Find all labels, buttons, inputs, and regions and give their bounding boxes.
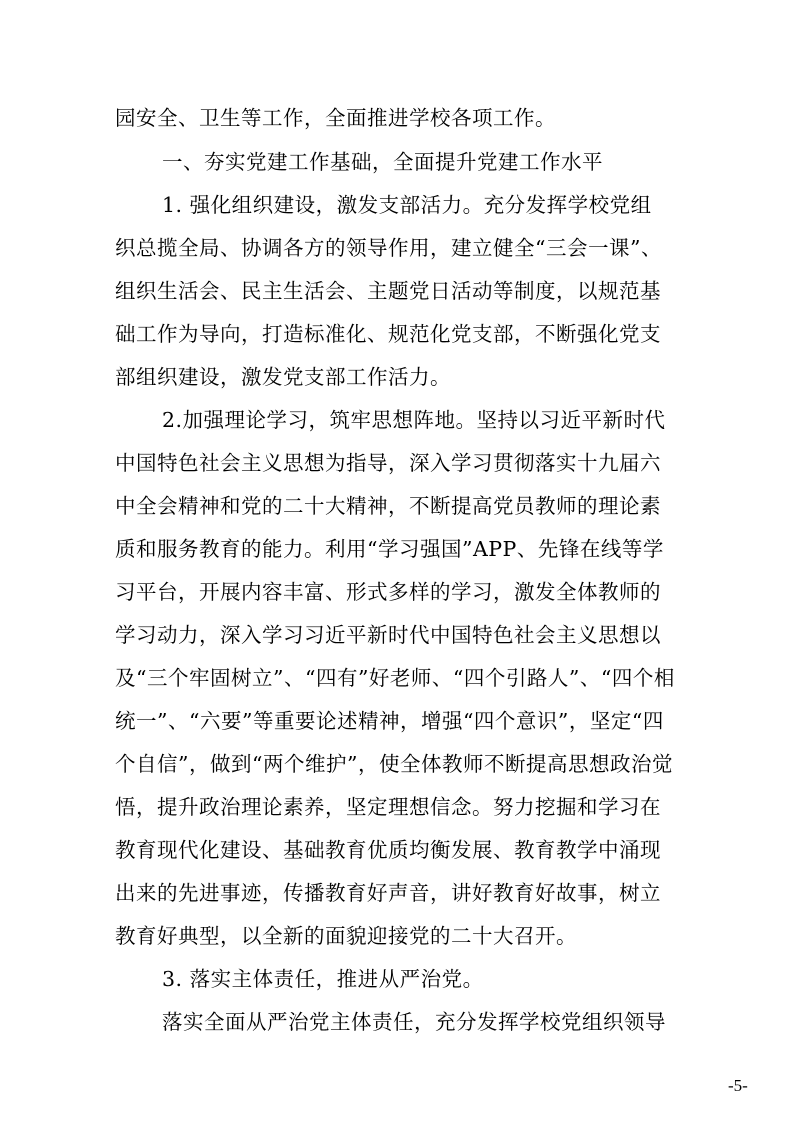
subsection-heading: 3. 落实主体责任，推进从严治党。 bbox=[162, 967, 484, 991]
paragraph-line: 统一”、“六要”等重要论述精神，增强“四个意识”，坚定“四 bbox=[115, 709, 664, 733]
paragraph-line: 园安全、卫生等工作，全面推进学校各项工作。 bbox=[115, 106, 556, 130]
paragraph-line: 部组织建设，激发党支部工作活力。 bbox=[115, 365, 451, 389]
paragraph-line: 教育现代化建设、基础教育优质均衡发展、教育教学中涌现 bbox=[115, 838, 661, 862]
paragraph-line: 教育好典型，以全新的面貌迎接党的二十大召开。 bbox=[115, 924, 577, 948]
paragraph-line: 悟，提升政治理论素养，坚定理想信念。努力挖掘和学习在 bbox=[115, 795, 661, 819]
page-number: -5- bbox=[728, 1076, 748, 1095]
paragraph-line: 织总揽全局、协调各方的领导作用，建立健全“三会一课”、 bbox=[115, 236, 662, 260]
paragraph-line: 础工作为导向，打造标准化、规范化党支部，不断强化党支 bbox=[115, 322, 661, 346]
paragraph-line: 个自信”，做到“两个维护”，使全体教师不断提高思想政治觉 bbox=[115, 752, 673, 776]
subsection-heading-line: 2.加强理论学习，筑牢思想阵地。坚持以习近平新时代 bbox=[162, 408, 666, 432]
paragraph-line: 习平台，开展内容丰富、形式多样的学习，激发全体教师的 bbox=[115, 580, 661, 604]
paragraph-line: 中国特色社会主义思想为指导，深入学习贯彻落实十九届六 bbox=[115, 451, 661, 475]
paragraph-line: 及“三个牢固树立”、“四有”好老师、“四个引路人”、“四个相 bbox=[115, 666, 675, 690]
paragraph-line: 中全会精神和党的二十大精神，不断提高党员教师的理论素 bbox=[115, 494, 661, 518]
paragraph-line: 出来的先进事迹，传播教育好声音，讲好教育好故事，树立 bbox=[115, 881, 661, 905]
paragraph-line: 学习动力，深入学习习近平新时代中国特色社会主义思想以 bbox=[115, 623, 661, 647]
subsection-heading-line: 1. 强化组织建设，激发支部活力。充分发挥学校党组 bbox=[162, 193, 652, 217]
paragraph-line: 组织生活会、民主生活会、主题党日活动等制度，以规范基 bbox=[115, 279, 661, 303]
paragraph-line: 落实全面从严治党主体责任，充分发挥学校党组织领导 bbox=[162, 1010, 666, 1034]
paragraph-line: 质和服务教育的能力。利用“学习强国”APP、先锋在线等学 bbox=[115, 537, 664, 561]
section-heading: 一、夯实党建工作基础，全面提升党建工作水平 bbox=[162, 150, 603, 174]
